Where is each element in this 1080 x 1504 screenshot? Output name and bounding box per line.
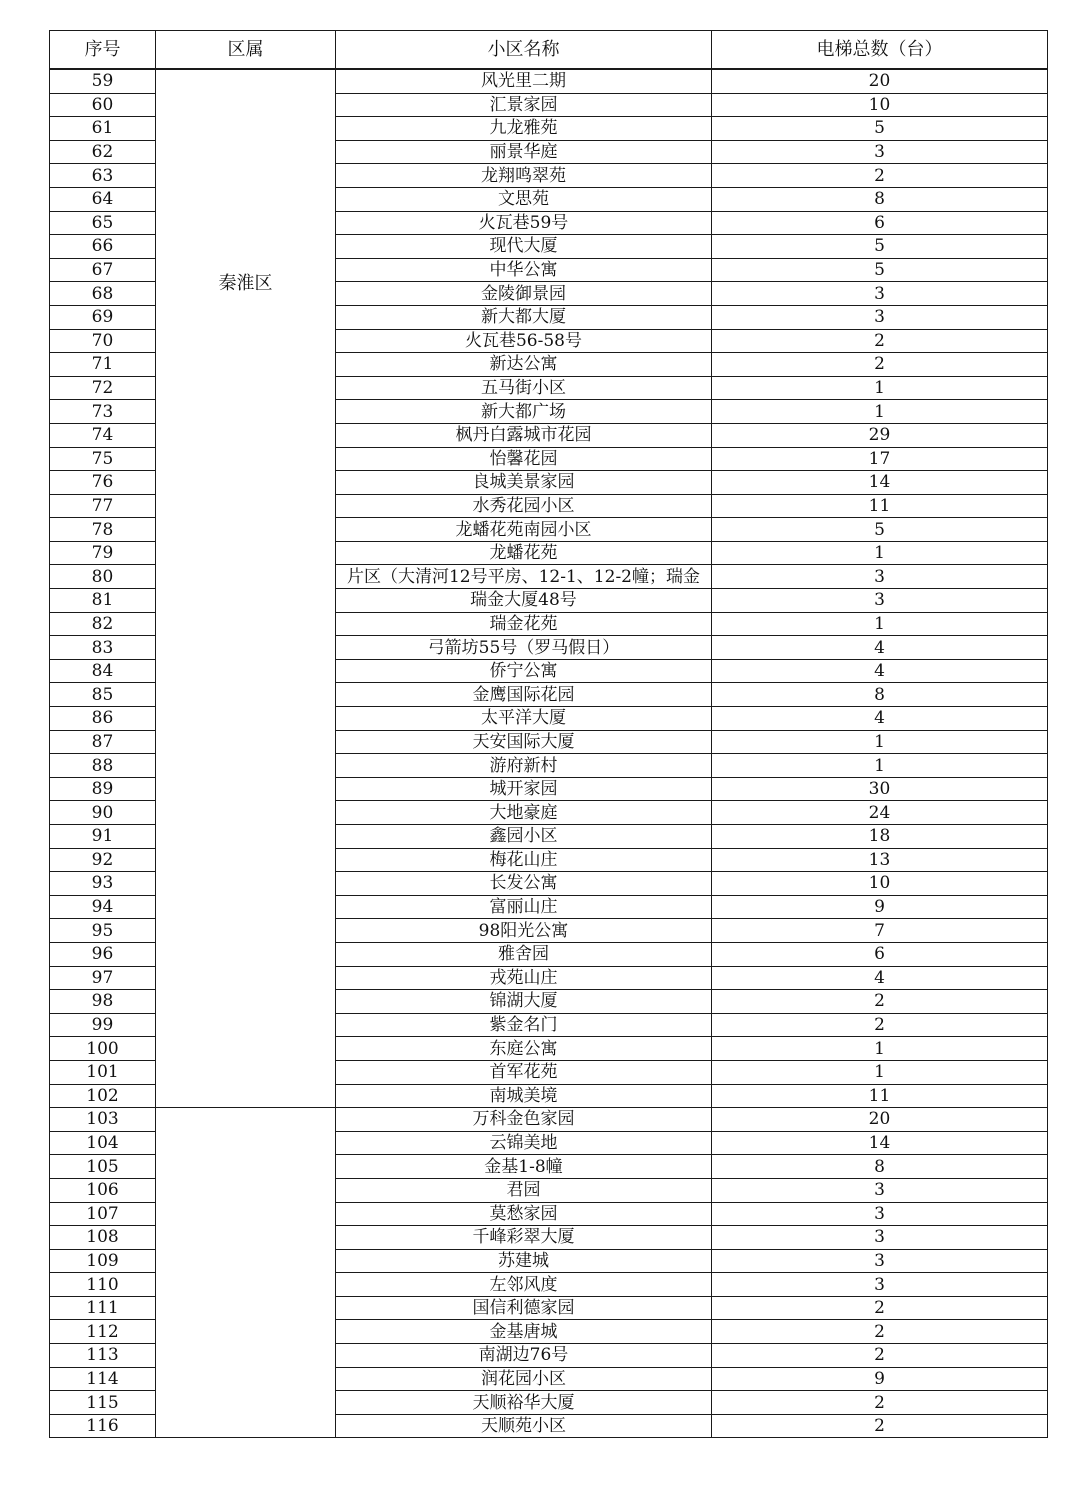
elevator-count: 2: [712, 1013, 1048, 1037]
elevator-count: 2: [712, 1296, 1048, 1320]
elevator-count: 6: [712, 942, 1048, 966]
elevator-count: 3: [712, 282, 1048, 306]
community-name: 水秀花园小区: [336, 494, 712, 518]
community-name: 雅舍园: [336, 942, 712, 966]
community-name: 枫丹白露城市花园: [336, 423, 712, 447]
district-cell: [156, 1108, 336, 1438]
row-number: 63: [50, 164, 156, 188]
row-number: 73: [50, 400, 156, 424]
header-no: 序号: [50, 31, 156, 70]
row-number: 109: [50, 1249, 156, 1273]
elevator-count: 3: [712, 1249, 1048, 1273]
community-name: 丽景华庭: [336, 140, 712, 164]
elevator-count: 14: [712, 1131, 1048, 1155]
community-name: 瑞金大厦48号: [336, 589, 712, 613]
row-number: 102: [50, 1084, 156, 1108]
row-number: 106: [50, 1178, 156, 1202]
community-name: 侨宁公寓: [336, 659, 712, 683]
elevator-count: 9: [712, 895, 1048, 919]
row-number: 81: [50, 589, 156, 613]
community-name: 98阳光公寓: [336, 919, 712, 943]
elevator-count: 3: [712, 1178, 1048, 1202]
row-number: 97: [50, 966, 156, 990]
row-number: 76: [50, 471, 156, 495]
community-name: 新大都广场: [336, 400, 712, 424]
elevator-count: 30: [712, 777, 1048, 801]
community-name: 左邻风度: [336, 1273, 712, 1297]
elevator-count: 4: [712, 966, 1048, 990]
row-number: 87: [50, 730, 156, 754]
elevator-count: 20: [712, 69, 1048, 93]
community-name: 游府新村: [336, 754, 712, 778]
community-name: 太平洋大厦: [336, 707, 712, 731]
elevator-count: 1: [712, 1037, 1048, 1061]
elevator-count: 2: [712, 353, 1048, 377]
community-name: 新大都大厦: [336, 305, 712, 329]
row-number: 65: [50, 211, 156, 235]
header-row: [50, 31, 1048, 70]
row-number: 113: [50, 1344, 156, 1368]
elevator-count: 11: [712, 1084, 1048, 1108]
community-name: 君园: [336, 1178, 712, 1202]
community-name: 国信利德家园: [336, 1296, 712, 1320]
row-number: 112: [50, 1320, 156, 1344]
elevator-count: 1: [712, 612, 1048, 636]
row-number: 89: [50, 777, 156, 801]
row-number: 71: [50, 353, 156, 377]
row-number: 90: [50, 801, 156, 825]
row-number: 99: [50, 1013, 156, 1037]
community-name: 文思苑: [336, 187, 712, 211]
community-name: 金基1-8幢: [336, 1155, 712, 1179]
elevator-count: 3: [712, 589, 1048, 613]
row-number: 83: [50, 636, 156, 660]
elevator-count: 14: [712, 471, 1048, 495]
community-name: 火瓦巷59号: [336, 211, 712, 235]
community-name: 片区（大清河12号平房、12-1、12-2幢；瑞金: [336, 565, 712, 589]
community-name: 九龙雅苑: [336, 117, 712, 141]
community-name: 怡馨花园: [336, 447, 712, 471]
row-number: 67: [50, 258, 156, 282]
row-number: 104: [50, 1131, 156, 1155]
community-name: 莫愁家园: [336, 1202, 712, 1226]
row-number: 92: [50, 848, 156, 872]
elevator-count: 17: [712, 447, 1048, 471]
row-number: 75: [50, 447, 156, 471]
community-name: 弓箭坊55号（罗马假日）: [336, 636, 712, 660]
elevator-count: 1: [712, 541, 1048, 565]
elevator-count: 29: [712, 423, 1048, 447]
community-name: 龙蟠花苑: [336, 541, 712, 565]
row-number: 95: [50, 919, 156, 943]
row-number: 116: [50, 1414, 156, 1438]
community-name: 天顺裕华大厦: [336, 1391, 712, 1415]
community-name: 云锦美地: [336, 1131, 712, 1155]
community-name: 中华公寓: [336, 258, 712, 282]
row-number: 72: [50, 376, 156, 400]
row-number: 66: [50, 235, 156, 259]
elevator-count: 2: [712, 1391, 1048, 1415]
elevator-count: 3: [712, 1202, 1048, 1226]
community-name: 南湖边76号: [336, 1344, 712, 1368]
community-name: 金基唐城: [336, 1320, 712, 1344]
community-name: 首军花苑: [336, 1060, 712, 1084]
row-number: 111: [50, 1296, 156, 1320]
district-cell: [156, 69, 336, 1108]
elevator-count: 3: [712, 1273, 1048, 1297]
elevator-count: 1: [712, 754, 1048, 778]
elevator-count: 1: [712, 400, 1048, 424]
row-number: 68: [50, 282, 156, 306]
elevator-count: 8: [712, 683, 1048, 707]
row-number: 93: [50, 872, 156, 896]
community-name: 天顺苑小区: [336, 1414, 712, 1438]
community-name: 城开家园: [336, 777, 712, 801]
row-number: 110: [50, 1273, 156, 1297]
community-name: 鑫园小区: [336, 825, 712, 849]
elevator-count: 2: [712, 1344, 1048, 1368]
community-name: 东庭公寓: [336, 1037, 712, 1061]
elevator-count: 5: [712, 258, 1048, 282]
row-number: 69: [50, 305, 156, 329]
row-number: 100: [50, 1037, 156, 1061]
community-name: 南城美境: [336, 1084, 712, 1108]
elevator-count: 8: [712, 187, 1048, 211]
row-number: 62: [50, 140, 156, 164]
elevator-count: 4: [712, 636, 1048, 660]
community-name: 千峰彩翠大厦: [336, 1226, 712, 1250]
elevator-count: 10: [712, 93, 1048, 117]
row-number: 84: [50, 659, 156, 683]
row-number: 86: [50, 707, 156, 731]
community-name: 润花园小区: [336, 1367, 712, 1391]
community-name: 紫金名门: [336, 1013, 712, 1037]
elevator-table: [49, 30, 1048, 1438]
row-number: 114: [50, 1367, 156, 1391]
elevator-count: 9: [712, 1367, 1048, 1391]
row-number: 96: [50, 942, 156, 966]
community-name: 瑞金花苑: [336, 612, 712, 636]
community-name: 良城美景家园: [336, 471, 712, 495]
row-number: 82: [50, 612, 156, 636]
elevator-count: 3: [712, 305, 1048, 329]
row-number: 107: [50, 1202, 156, 1226]
row-number: 60: [50, 93, 156, 117]
row-number: 103: [50, 1108, 156, 1132]
row-number: 61: [50, 117, 156, 141]
elevator-count: 1: [712, 376, 1048, 400]
community-name: 天安国际大厦: [336, 730, 712, 754]
header-elevators: 电梯总数（台）: [712, 31, 1048, 70]
elevator-count: 10: [712, 872, 1048, 896]
community-name: 大地豪庭: [336, 801, 712, 825]
elevator-count: 11: [712, 494, 1048, 518]
community-name: 火瓦巷56-58号: [336, 329, 712, 353]
community-name: 梅花山庄: [336, 848, 712, 872]
elevator-count: 2: [712, 1414, 1048, 1438]
row-number: 105: [50, 1155, 156, 1179]
community-name: 长发公寓: [336, 872, 712, 896]
row-number: 77: [50, 494, 156, 518]
elevator-count: 20: [712, 1108, 1048, 1132]
row-number: 91: [50, 825, 156, 849]
community-name: 锦湖大厦: [336, 990, 712, 1014]
elevator-count: 5: [712, 518, 1048, 542]
elevator-count: 13: [712, 848, 1048, 872]
row-number: 88: [50, 754, 156, 778]
row-number: 78: [50, 518, 156, 542]
row-number: 74: [50, 423, 156, 447]
elevator-count: 2: [712, 990, 1048, 1014]
row-number: 79: [50, 541, 156, 565]
elevator-count: 6: [712, 211, 1048, 235]
elevator-count: 3: [712, 565, 1048, 589]
row-number: 59: [50, 69, 156, 93]
row-number: 64: [50, 187, 156, 211]
row-number: 101: [50, 1060, 156, 1084]
elevator-count: 2: [712, 329, 1048, 353]
community-name: 金鹰国际花园: [336, 683, 712, 707]
row-number: 108: [50, 1226, 156, 1250]
elevator-count: 3: [712, 1226, 1048, 1250]
table-row: [50, 1108, 1048, 1132]
row-number: 94: [50, 895, 156, 919]
community-name: 现代大厦: [336, 235, 712, 259]
header-community: 小区名称: [336, 31, 712, 70]
table-row: [50, 69, 1048, 93]
elevator-count: 5: [712, 117, 1048, 141]
elevator-count: 2: [712, 1320, 1048, 1344]
community-name: 万科金色家园: [336, 1108, 712, 1132]
community-name: 五马街小区: [336, 376, 712, 400]
elevator-count: 4: [712, 659, 1048, 683]
elevator-count: 1: [712, 1060, 1048, 1084]
district-label: 秦淮区: [218, 273, 273, 294]
community-name: 龙翔鸣翠苑: [336, 164, 712, 188]
elevator-count: 5: [712, 235, 1048, 259]
community-name: 风光里二期: [336, 69, 712, 93]
community-name: 富丽山庄: [336, 895, 712, 919]
elevator-count: 4: [712, 707, 1048, 731]
community-name: 戎苑山庄: [336, 966, 712, 990]
community-name: 苏建城: [336, 1249, 712, 1273]
elevator-count: 2: [712, 164, 1048, 188]
elevator-count: 7: [712, 919, 1048, 943]
row-number: 115: [50, 1391, 156, 1415]
elevator-count: 24: [712, 801, 1048, 825]
community-name: 龙蟠花苑南园小区: [336, 518, 712, 542]
elevator-count: 1: [712, 730, 1048, 754]
community-name: 汇景家园: [336, 93, 712, 117]
header-district: 区属: [156, 31, 336, 70]
table-body: [50, 69, 1048, 1438]
row-number: 80: [50, 565, 156, 589]
elevator-count: 18: [712, 825, 1048, 849]
table-header: [50, 31, 1048, 70]
row-number: 70: [50, 329, 156, 353]
elevator-count: 3: [712, 140, 1048, 164]
community-name: 金陵御景园: [336, 282, 712, 306]
elevator-count: 8: [712, 1155, 1048, 1179]
row-number: 98: [50, 990, 156, 1014]
row-number: 85: [50, 683, 156, 707]
community-name: 新达公寓: [336, 353, 712, 377]
